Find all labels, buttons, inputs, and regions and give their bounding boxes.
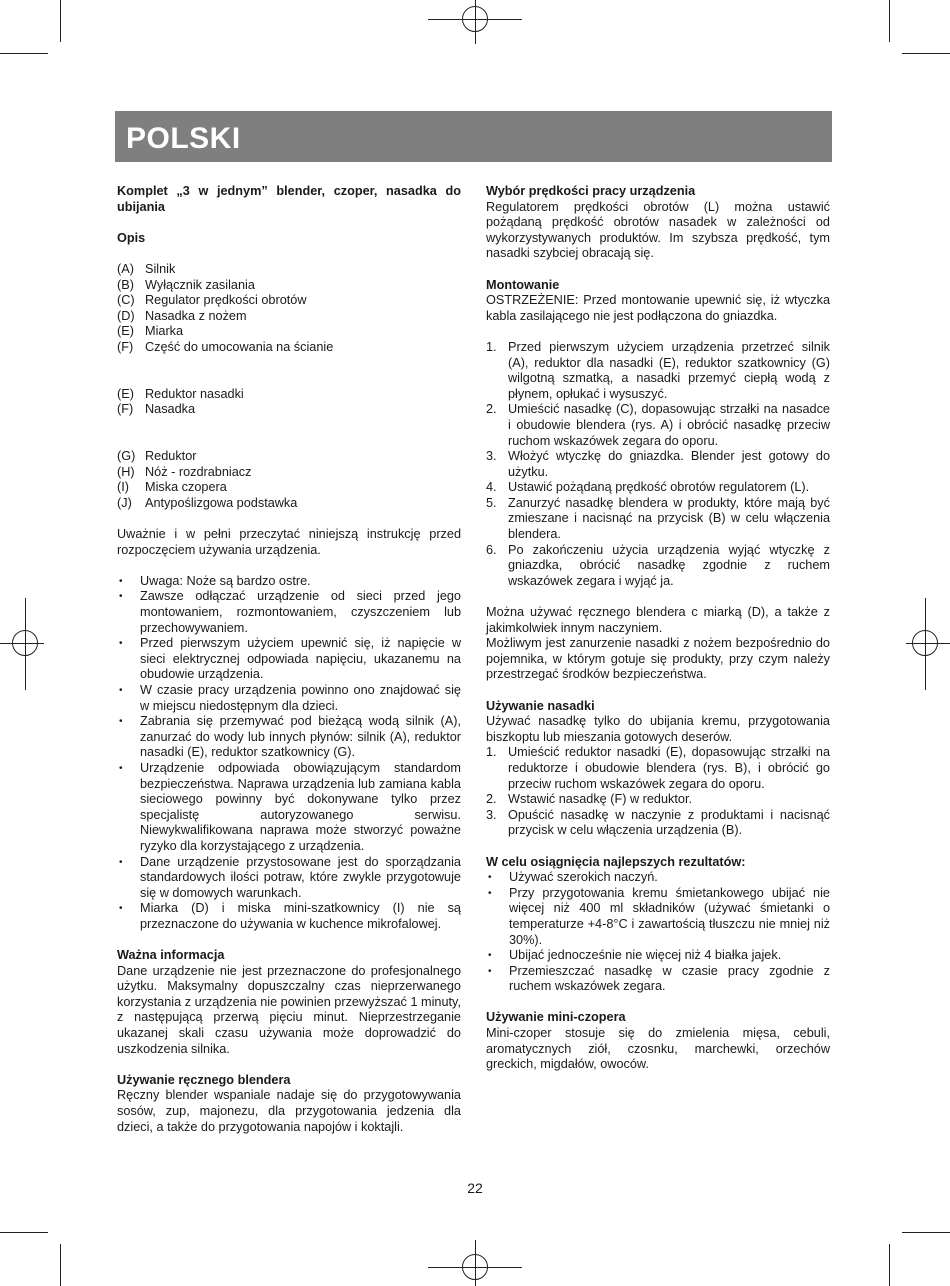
- part-item: [117, 309, 461, 325]
- immersion-paragraph: Możliwym jest zanurzenie nasadki z nożem bezpośrednio do pojemnika, w którym gotuje się produkty, przy czym należy przestrzegać środków bezpieczeństwa.: [486, 636, 830, 682]
- part-item-text: Część do umocowania na ścianie: [145, 339, 334, 354]
- whisk-heading: Używanie nasadki: [486, 698, 595, 713]
- whisk-step-label: 1.: [486, 745, 497, 760]
- warning-item: • Zawsze odłączać urządzenie od sieci przed jego montowaniem, rozmontowaniem, czyszczeniem lub przechowywaniem.: [117, 589, 461, 636]
- warning-item: • Przed pierwszym użyciem upewnić się, iż napięcie w sieci elektrycznej odpowiada napięciu, ukazanemu na obudowie urządzenia.: [117, 636, 461, 683]
- part-item-label: (G): [117, 449, 136, 464]
- warning-item: • Dane urządzenie przystosowane jest do sporządzania standardowych ilości potraw, które zwykle przygotowuje się w domowych warunkach.: [117, 855, 461, 902]
- assembly-step-label: 2.: [486, 402, 497, 417]
- assembly-step-text: Przed pierwszym użyciem urządzenia przetrzeć silnik (A), reduktor dla nasadki (E), reduktor szatkownicy (G) wilgotną szmatką, a nasadki przemyć ciepłą wodą z płynem, opłukać i wysuszyć.: [508, 339, 830, 401]
- whisk-step-label: 3.: [486, 807, 497, 822]
- assembly-step: [486, 480, 830, 496]
- part-item-label: (I): [117, 480, 129, 495]
- part-item-label: (D): [117, 308, 135, 323]
- part-item: [117, 465, 461, 481]
- part-item: [117, 496, 461, 512]
- assembly-warning: OSTRZEŻENIE: Przed montowanie upewnić się, iż wtyczka kabla zasilającego nie jest podłączona do gniazdka.: [486, 293, 830, 323]
- part-item: [117, 387, 461, 403]
- crop-mark: [889, 1244, 890, 1286]
- warning-item: • Miarka (D) i miska mini-szatkownicy (I) nie są przeznaczone do używania w kuchence mikrofalowej.: [117, 901, 461, 932]
- assembly-step-text: Zanurzyć nasadkę blendera w produkty, które mają być zmieszane i nacisnąć na przycisk (B) w celu włączenia blendera.: [508, 495, 830, 542]
- part-item: [117, 293, 461, 309]
- speed-paragraph: Regulatorem prędkości obrotów (L) można ustawić pożądaną prędkość obrotów nasadek w zależności od wykorzystywanych produktów. Im szybsza prędkość, tym nasadki szybciej obracają się.: [486, 199, 830, 261]
- part-item-text: Reduktor nasadki: [145, 386, 244, 401]
- important-paragraph: Dane urządzenie nie jest przeznaczone do profesjonalnego użytku. Maksymalny dopuszczalny czas nieprzerwanego korzystania z urządzenia nie powinien przewyższać 1 minuty, z następującą przerwą pięciu minut. Nieprzestrzeganie ukazanej skali czasu używania może doprowadzić do uszkodzenia silnika.: [117, 963, 461, 1056]
- assembly-step: [486, 496, 830, 543]
- product-title: Komplet „3 w jednym” blender, czoper, nasadka do ubijania: [117, 184, 461, 214]
- registration-line: [428, 19, 522, 20]
- hand-blender-paragraph: Ręczny blender wspaniale nadaje się do przygotowywania sosów, zup, majonezu, dla przygotowania jedzenia dla dzieci, a także do przygotowania napojów i koktajli.: [117, 1088, 461, 1134]
- assembly-step-label: 3.: [486, 449, 497, 464]
- safety-warnings-list: [117, 574, 461, 933]
- part-item: [117, 449, 461, 465]
- crop-mark: [902, 53, 950, 54]
- warning-item: • Urządzenie odpowiada obowiązującym standardom bezpieczeństwa. Naprawa urządzenia lub zamiana kabla sieciowego powinny być dokonywane tylko przez specjalistę autoryzowanego serwisu. Niewykwalifikowana naprawa może stworzyć poważne ryzyko dla korzystającego z urządzenia.: [117, 761, 461, 855]
- warning-item: • Uwaga: Noże są bardzo ostre.: [117, 574, 461, 590]
- part-item-text: Nóż - rozdrabniacz: [145, 464, 252, 479]
- part-item-text: Nasadka: [145, 402, 196, 417]
- part-item: [117, 340, 461, 356]
- part-item-text: Antypoślizgowa podstawka: [145, 495, 298, 510]
- whisk-paragraph: Używać nasadkę tylko do ubijania kremu, przygotowania biszkoptu lub mieszania gotowych deserów.: [486, 714, 830, 744]
- part-item-text: Silnik: [145, 261, 176, 276]
- registration-line: [475, 1240, 476, 1286]
- part-item: [117, 402, 461, 418]
- assembly-step-text: Po zakończeniu użycia urządzenia wyjąć wtyczkę z gniazdka, obrócić nasadkę zgodnie z ruchem wskazówek zegara i wyjąć ja.: [508, 542, 830, 588]
- crop-mark: [60, 0, 61, 42]
- whisk-step: [486, 745, 830, 792]
- registration-line: [475, 0, 476, 44]
- whisk-step-text: Opuścić nasadkę w naczynie z produktami i nacisnąć przycisk w celu włączenia urządzenia (B).: [508, 807, 830, 838]
- whisk-step-text: Umieścić reduktor nasadki (E), dopasowując strzałki na reduktorze i obudowie blendera (rys. B), i obrócić go przeciw ruchom wskazówek zegara do oporu.: [508, 745, 830, 791]
- parts-list-chopper: [117, 449, 461, 511]
- right-column: [486, 184, 830, 1073]
- best-results-item: • Używać szerokich naczyń.: [486, 870, 830, 886]
- part-item-label: (F): [117, 402, 134, 417]
- parts-list: [117, 262, 461, 356]
- part-item: [117, 480, 461, 496]
- part-item-text: Regulator prędkości obrotów: [145, 293, 307, 308]
- crop-mark: [0, 1232, 48, 1233]
- part-item-label: (H): [117, 464, 135, 479]
- assembly-step-label: 5.: [486, 495, 497, 510]
- whisk-steps-list: [486, 745, 830, 839]
- assembly-step: [486, 402, 830, 449]
- hand-blender-heading: Używanie ręcznego blendera: [117, 1072, 291, 1087]
- assembly-step-text: Ustawić pożądaną prędkość obrotów regulatorem (L).: [508, 480, 810, 495]
- whisk-step: [486, 792, 830, 808]
- part-item-label: (E): [117, 386, 134, 401]
- warning-item: • W czasie pracy urządzenia powinno ono znajdować się w miejscu niedostępnym dla dzieci.: [117, 683, 461, 714]
- part-item-text: Nasadka z nożem: [145, 308, 247, 323]
- mini-chopper-paragraph: Mini-czoper stosuje się do zmielenia mięsa, cebuli, aromatycznych ziół, czosnku, marchewki, orzechów greckich, migdałów, owoców.: [486, 1026, 830, 1072]
- language-title: POLSKI: [126, 122, 241, 155]
- part-item-label: (A): [117, 261, 134, 276]
- warning-item: • Zabrania się przemywać pod bieżącą wodą silnik (A), zanurzać do wody lub innych płynów: silnik (A), reduktor nasadki (E), reduktor szatkownicy (G).: [117, 714, 461, 761]
- crop-mark: [902, 1232, 950, 1233]
- speed-heading: Wybór prędkości pracy urządzenia: [486, 184, 696, 198]
- best-results-item: • Przy przygotowania kremu śmietankowego ubijać nie więcej niż 400 ml składników (używać śmietanki o temperaturze +4-8°C i zawartością tłuszczu nie mniej niż 30%).: [486, 886, 830, 948]
- assembly-steps-list: [486, 340, 830, 590]
- page-number: 22: [467, 1180, 483, 1196]
- part-item-label: (E): [117, 324, 134, 339]
- part-item: [117, 324, 461, 340]
- part-item-text: Miska czopera: [145, 480, 227, 495]
- whisk-step-text: Wstawić nasadkę (F) w reduktor.: [508, 792, 693, 807]
- registration-line: [25, 598, 26, 690]
- crop-mark: [889, 0, 890, 42]
- measuring-cup-paragraph: Można używać ręcznego blendera c miarką (D), a także z jakimkolwiek innym naczyniem.: [486, 605, 830, 635]
- assembly-step: [486, 543, 830, 590]
- assembly-step: [486, 449, 830, 480]
- assembly-step-label: 4.: [486, 480, 497, 495]
- registration-line: [0, 643, 44, 644]
- assembly-heading: Montowanie: [486, 277, 560, 292]
- assembly-step: [486, 340, 830, 402]
- language-header: [115, 111, 832, 162]
- part-item: [117, 278, 461, 294]
- part-item-label: (F): [117, 339, 134, 354]
- best-results-list: [486, 870, 830, 995]
- assembly-step-label: 1.: [486, 339, 497, 354]
- part-item-label: (B): [117, 277, 134, 292]
- description-heading: Opis: [117, 230, 146, 245]
- part-item-label: (C): [117, 293, 135, 308]
- best-results-item: • Ubijać jednocześnie nie więcej niż 4 białka jajek.: [486, 948, 830, 964]
- assembly-step-text: Włożyć wtyczkę do gniazdka. Blender jest gotowy do użytku.: [508, 449, 830, 479]
- parts-list-whisk: [117, 387, 461, 418]
- left-column: [117, 184, 461, 1135]
- registration-line: [428, 1267, 522, 1268]
- registration-line: [906, 643, 950, 644]
- part-item: [117, 262, 461, 278]
- assembly-step-label: 6.: [486, 542, 497, 557]
- intro-paragraph: Uważnie i w pełni przeczytać niniejszą instrukcję przed rozpoczęciem używania urządzenia.: [117, 527, 461, 557]
- part-item-text: Miarka: [145, 324, 184, 339]
- part-item-text: Reduktor: [145, 449, 197, 464]
- crop-mark: [60, 1244, 61, 1286]
- part-item-label: (J): [117, 495, 132, 510]
- assembly-step-text: Umieścić nasadkę (C), dopasowując strzałki na nasadce i obudowie blendera (rys. A) i obrócić nasadkę przeciw ruchom wskazówek zegara do oporu.: [508, 402, 830, 448]
- registration-line: [925, 598, 926, 690]
- crop-mark: [0, 53, 48, 54]
- best-results-item: • Przemieszczać nasadkę w czasie pracy zgodnie z ruchem wskazówek zegara.: [486, 964, 830, 995]
- whisk-step-label: 2.: [486, 792, 497, 807]
- important-heading: Ważna informacja: [117, 948, 225, 963]
- best-results-heading: W celu osiągnięcia najlepszych rezultatów:: [486, 854, 746, 869]
- part-item-text: Wyłącznik zasilania: [145, 277, 255, 292]
- mini-chopper-heading: Używanie mini-czopera: [486, 1010, 626, 1025]
- whisk-step: [486, 808, 830, 839]
